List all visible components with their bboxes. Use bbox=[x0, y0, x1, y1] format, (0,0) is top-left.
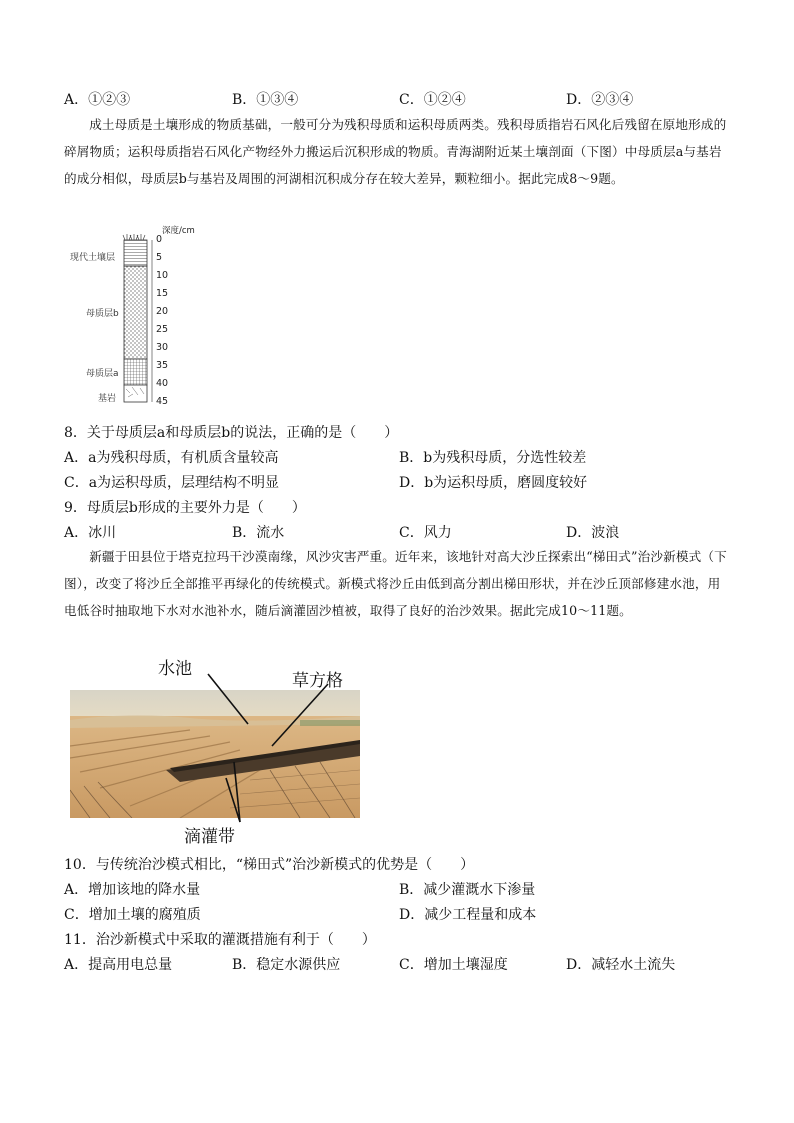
label-drip-tape: 滴灌带 bbox=[184, 827, 235, 847]
depth-tick-label: 35 bbox=[156, 360, 169, 371]
q7-option-a: A．①②③ bbox=[64, 92, 131, 108]
depth-tick-label: 10 bbox=[156, 270, 169, 281]
q8-option-d: D．b为运积母质，磨圆度较好 bbox=[399, 475, 588, 491]
layer-modern-soil bbox=[124, 240, 147, 266]
q9-option-d: D．波浪 bbox=[566, 525, 620, 541]
terrace-sand-control-figure bbox=[66, 652, 376, 847]
q10-option-c: C．增加土壤的腐殖质 bbox=[64, 907, 201, 923]
q10-option-a: A．增加该地的降水量 bbox=[64, 882, 201, 898]
depth-tick-label: 40 bbox=[156, 378, 169, 389]
label-parent-b: 母质层b bbox=[86, 309, 119, 319]
soil-profile-figure bbox=[64, 224, 204, 414]
depth-tick-label: 0 bbox=[156, 234, 163, 245]
depth-tick-label: 25 bbox=[156, 324, 169, 335]
depth-axis-title: 深度/cm bbox=[162, 226, 195, 236]
q8-stem: 8．关于母质层a和母质层b的说法，正确的是（ ） bbox=[64, 425, 399, 441]
grass-surface bbox=[123, 234, 145, 240]
label-pool: 水池 bbox=[158, 659, 192, 679]
label-parent-a: 母质层a bbox=[86, 369, 119, 379]
depth-tick-label: 30 bbox=[156, 342, 169, 353]
passage-terrace-sand-control: 新疆于田县位于塔克拉玛干沙漠南缘，风沙灾害严重。近年来，该地针对高大沙丘探索出“梯田式”治沙新模式（下图），改变了将沙丘全部推平再绿化的传统模式。新模式将沙丘由低到高分割出梯田形状，并在沙丘顶部修建水池，用电低谷时抽取地下水对水池补水，随后滴灌固沙植被，取得了良好的治沙效果。据此完成10～11题。 bbox=[64, 549, 727, 618]
depth-tick-label: 15 bbox=[156, 288, 169, 299]
label-grass-grid: 草方格 bbox=[292, 671, 343, 691]
q9-option-c: C．风力 bbox=[399, 525, 452, 541]
q8-option-b: B．b为残积母质，分选性较差 bbox=[399, 450, 587, 466]
q11-option-b: B．稳定水源供应 bbox=[232, 957, 341, 973]
q8-option-a: A．a为残积母质，有机质含量较高 bbox=[64, 450, 279, 466]
q11-stem: 11．治沙新模式中采取的灌溉措施有利于（ ） bbox=[64, 932, 376, 948]
q10-option-d: D．减少工程量和成本 bbox=[399, 907, 537, 923]
q7-option-d: D．②③④ bbox=[566, 92, 634, 108]
q11-option-d: D．减轻水土流失 bbox=[566, 957, 676, 973]
q7-option-c: C．①②④ bbox=[399, 92, 466, 108]
label-modern-soil: 现代土壤层 bbox=[70, 253, 116, 263]
layer-parent-b bbox=[124, 266, 147, 359]
q9-option-a: A．冰川 bbox=[64, 525, 117, 541]
depth-tick-label: 45 bbox=[156, 396, 169, 407]
depth-tick-label: 5 bbox=[156, 252, 163, 263]
label-bedrock: 基岩 bbox=[98, 394, 117, 404]
q10-option-b: B．减少灌溉水下渗量 bbox=[399, 882, 536, 898]
q7-option-b: B．①③④ bbox=[232, 92, 299, 108]
layer-parent-a bbox=[124, 359, 147, 385]
q9-option-b: B．流水 bbox=[232, 525, 285, 541]
q8-option-c: C．a为运积母质，层理结构不明显 bbox=[64, 475, 280, 491]
q11-option-a: A．提高用电总量 bbox=[64, 957, 173, 973]
q11-option-c: C．增加土壤湿度 bbox=[399, 957, 508, 973]
depth-tick-label: 20 bbox=[156, 306, 169, 317]
passage-soil-parent-material: 成土母质是土壤形成的物质基础，一般可分为残积母质和运积母质两类。残积母质指岩石风化后残留在原地形成的碎屑物质；运积母质指岩石风化产物经外力搬运后沉积形成的物质。青海湖附近某土壤剖面（下图）中母质层a与基岩的成分相似，母质层b与基岩及周围的河湖相沉积成分存在较大差异，颗粒细小。据此完成8～9题。 bbox=[64, 117, 727, 186]
q9-stem: 9．母质层b形成的主要外力是（ ） bbox=[64, 500, 306, 516]
q10-stem: 10．与传统治沙模式相比，“梯田式”治沙新模式的优势是（ ） bbox=[64, 857, 475, 873]
